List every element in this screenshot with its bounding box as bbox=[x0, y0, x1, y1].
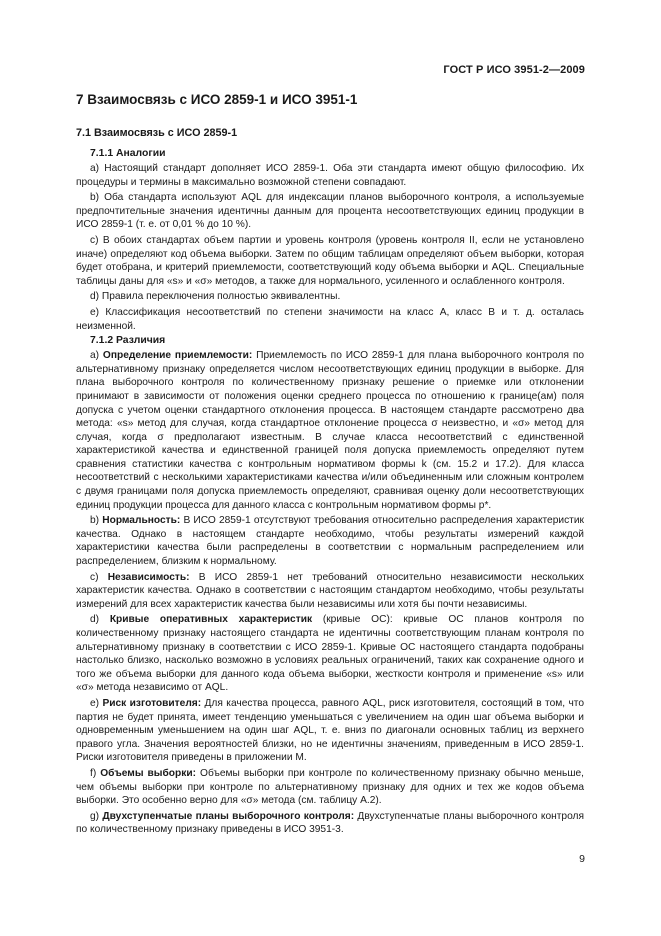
item-body: Приемлемость по ИСО 2859-1 для плана выборочного контроля по альтернативному признаку определяется числом несоответствующих единиц продукции в выборке. Для плана выборочного контроля по количественному признаку решение о приемке или отклонении принимают в зависимости от положения оценки среднего процесса по отношению к границе(ам) поля допуска с учетом оценки стандартного отклонения процесса. В настоящем стандарте рассмотрено два метода: «s» метод для случая, когда стандартное отклонение процесса σ неизвестно, и «σ» метод для случая, когда σ предполагают известным. В случае класса несоответствий с единственной характеристикой качества и единственной границей поля допуска приемлемость определяют путем сравнения статистики качества с контрольным нормативом формы k (см. 15.2 и 17.2). Для класса несоответствий с несколькими характеристиками качества и/или объединенным или сложным контролем с двумя границами поля допуска приемлемость определяют, сравнивая оценку доли несоответствующих единиц продукции процесса для данного класса с контрольным нормативом формы p*. bbox=[76, 350, 585, 511]
item-letter: g) bbox=[90, 810, 103, 822]
item-letter: f) bbox=[90, 767, 101, 779]
section-title: 7 Взаимосвязь с ИСО 2859-1 и ИСО 3951-1 bbox=[76, 92, 358, 107]
item-body: Двухступенчатые планы выборочного контроля по количественному признаку приведены в ИСО 3951-3. bbox=[76, 810, 585, 836]
clause-7-1-2-item-f bbox=[76, 767, 584, 808]
clause-7-1-2-item-e bbox=[76, 697, 584, 765]
clause-title-7-1-2: 7.1.2 Различия bbox=[90, 335, 166, 347]
clause-7-1-2-item-g bbox=[76, 810, 584, 837]
clause-7-1-2-item-a bbox=[76, 349, 584, 512]
clause-title-7-1-1: 7.1.1 Аналогии bbox=[90, 148, 166, 159]
item-body: В ИСО 2859-1 нет требований относительно независимости нескольких характеристик качества. Однако в соответствии с настоящим стандартом необходимо, чтобы результаты измерений для всех характеристик качества были независимы или хотя бы почти независимы. bbox=[76, 571, 584, 610]
subsection-title-7-1: 7.1 Взаимосвязь с ИСО 2859-1 bbox=[76, 127, 238, 139]
page-number: 9 bbox=[579, 853, 585, 865]
item-lead-term: Нормальность: bbox=[102, 515, 181, 527]
clause-7-1-2-item-b bbox=[76, 514, 584, 568]
clause-7-1-1-item-a: а) Настоящий стандарт дополняет ИСО 2859-1. Оба эти стандарта имеют общую философию. Их процедуры и термины в максимально возможной степени совпадают. bbox=[76, 163, 584, 188]
item-lead-term: Риск изготовителя: bbox=[102, 697, 202, 709]
item-body: (кривые ОС): кривые ОС планов контроля по количественному признаку настоящего стандарта не идентичны соответствующим планам контроля по альтернативному признаку в соответствии с ИСО 2859-1. Кривые ОС настоящего стандарта подобраны настолько близко, насколько возможно в условиях реальных ограничений, таких как сохранение одного и того же объема выборки для данного кода объема выборки, жесткости контроля и применение «s» или «σ» метода независимо от AQL. bbox=[76, 614, 585, 694]
item-letter: d) bbox=[90, 614, 110, 626]
item-body: Для качества процесса, равного AQL, риск изготовителя, состоящий в том, что партия не будет принята, имеет тенденцию уменьшаться с увеличением на один шаг объема выборки и одновременным уменьшением на один шаг AQL, т. е. вниз по диагонали основных таблиц из верхнего правого угла. Значения вероятностей близки, но не идентичны значениям, приведенным в ИСО 2859-1. Риски изготовителя приведены в приложении М. bbox=[76, 697, 585, 764]
clause-7-1-1-item-e: е) Классификация несоответствий по степени значимости на класс А, класс В и т. д. осталась неизменной. bbox=[76, 306, 584, 332]
document-code-header: ГОСТ Р ИСО 3951-2—2009 bbox=[443, 64, 585, 76]
item-lead-term: Кривые оперативных характеристик bbox=[109, 614, 313, 626]
clause-7-1-1-item-b: b) Оба стандарта используют AQL для индексации планов выборочного контроля, а используемые предпочтительные значения идентичны данным для процента несоответствующих единиц продукции в ИСО 2859-1 (т. е. от 0,01 % до 10 %). bbox=[76, 192, 584, 231]
clause-7-1-1-item-c: с) В обоих стандартах объем партии и уровень контроля (уровень контроля II, если не установлено иначе) определяют код объема выборки. Затем по общим таблицам определяют объем выборки, которая будет отобрана, и критерий приемлемости, соответствующий коду объема выборки и AQL. Специальные таблицы даны для «s» и «σ» методов, а также для нормального, усиленного и ослабленного контроля. bbox=[76, 234, 584, 287]
main-content bbox=[76, 92, 584, 839]
item-letter: с) bbox=[90, 571, 108, 583]
clause-7-1-2-item-c bbox=[76, 571, 584, 612]
item-letter: е) bbox=[90, 697, 103, 709]
item-lead-term: Независимость: bbox=[107, 571, 190, 583]
item-letter: а) bbox=[90, 350, 103, 362]
item-body: В ИСО 2859-1 отсутствуют требования относительно распределения характеристик качества. Однако в настоящем стандарте необходимо, чтобы результаты измерений каждой характеристики качества были распределены в соответствии с нормальным распределением или распределением, близким к нормальному. bbox=[76, 515, 584, 568]
item-lead-term: Определение приемлемости: bbox=[102, 350, 253, 362]
clause-7-1-2-item-d bbox=[76, 613, 584, 695]
item-letter: b) bbox=[90, 515, 103, 527]
item-body: Объемы выборки при контроле по количественному признаку обычно меньше, чем объемы выборки при контроле по альтернативному признаку для одних и тех же кодов объема выборки. Это особенно верно для «σ» метода (см. таблицу А.2). bbox=[76, 767, 585, 807]
clause-7-1-1-item-d: d) Правила переключения полностью эквивалентны. bbox=[90, 291, 341, 303]
item-lead-term: Двухступенчатые планы выборочного контроля: bbox=[102, 810, 355, 822]
item-lead-term: Объемы выборки: bbox=[100, 767, 197, 779]
